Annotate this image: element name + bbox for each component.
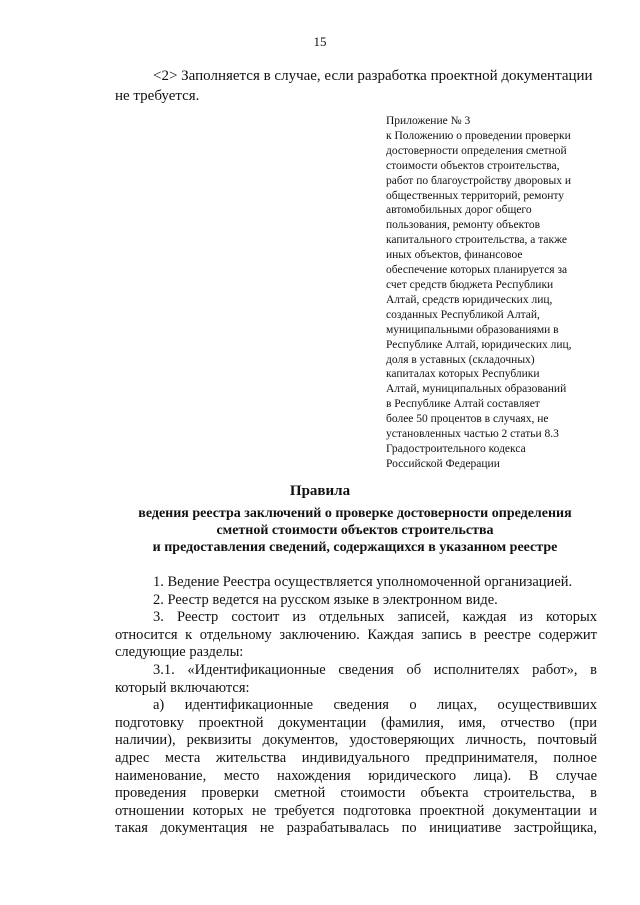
appendix-line: муниципальными образованиями в [386,323,559,336]
rules-subtitle-line: сметной стоимости объектов строительства [216,523,494,538]
body-line: который включаются: [115,679,250,696]
appendix-line: обеспечение которых планируется за [386,264,568,277]
appendix-line: общественных территорий, ремонту [386,189,564,202]
body-line: 3. Реестр состоит из отдельных записей, каждая из которых [153,609,597,626]
rules-subtitle-line: и предоставления сведений, содержащихся в указанном реестре [152,540,558,555]
appendix-line: более 50 процентов в случаях, не [386,413,549,426]
body-line: следующие разделы: [115,644,244,661]
footnote [115,66,595,106]
body-line: подготовку проектной документации (фамилия, имя, отчество (при [115,714,597,731]
body-line: адрес места жительства индивидуального предпринимателя, полное [115,749,597,766]
appendix-line: пользования, ремонту объектов [386,219,541,232]
appendix-line: в Республике Алтай составляет [386,398,540,411]
appendix-line: к Положению о проведении проверки [386,129,571,142]
footnote-line: <2> Заполняется в случае, если разработка проектной документации [153,68,593,84]
appendix-line: счет средств бюджета Республики [386,278,554,291]
body-line: 2. Реестр ведется на русском языке в электронном виде. [153,591,498,608]
appendix-line: капиталах которых Республики [386,368,540,381]
rules-body [115,574,597,838]
appendix-line: доля в уставных (складочных) [386,353,535,366]
appendix-line: созданных Республикой Алтай, [386,308,540,321]
appendix-line: работ по благоустройству дворовых и [386,174,571,187]
appendix-line: Градостроительного кодекса [386,442,526,455]
body-line: 3.1. «Идентификационные сведения об исполнителях работ», в [153,661,597,678]
rules-subtitle-line: ведения реестра заключений о проверке достоверности определения [138,506,572,521]
appendix-header [386,114,606,472]
body-line: относится к отдельному заключению. Каждая запись в реестре содержит [115,626,597,643]
body-line: а) идентификационные сведения о лицах, осуществивших [153,697,597,714]
appendix-line: Российской Федерации [386,457,500,470]
appendix-line: иных объектов, финансовое [386,249,523,262]
body-line: наименование, место нахождения юридического лица). В случае [115,767,597,784]
body-line: отношении которых не требуется подготовка проектной документации и [115,802,597,819]
appendix-line: Приложение № 3 [386,115,471,127]
appendix-line: установленных частью 2 статьи 8.3 [386,428,559,441]
appendix-line: Алтай, средств юридических лиц, [386,293,553,306]
appendix-line: достоверности определения сметной [386,144,567,157]
appendix-line: автомобильных дорог общего [386,204,532,217]
footnote-line: не требуется. [115,88,200,104]
appendix-line: капитального строительства, а также [386,234,568,247]
body-line: проведения проверки сметной стоимости объекта строительства, в [115,785,597,802]
body-line: 1. Ведение Реестра осуществляется уполномоченной организацией. [153,574,573,590]
appendix-line: стоимости объектов строительства, [386,159,560,172]
rules-subtitle [100,505,610,556]
rules-title: Правила [289,483,351,499]
appendix-line: Республике Алтай, юридических лиц, [386,338,572,351]
body-line: наличии), реквизиты документов, удостоверяющих личность, почтовый [115,732,597,749]
appendix-line: Алтай, муниципальных образований [386,383,567,396]
body-line: такая документация не разрабатывалась по инициативе застройщика, [115,820,597,837]
page-number: 15 [313,34,327,49]
